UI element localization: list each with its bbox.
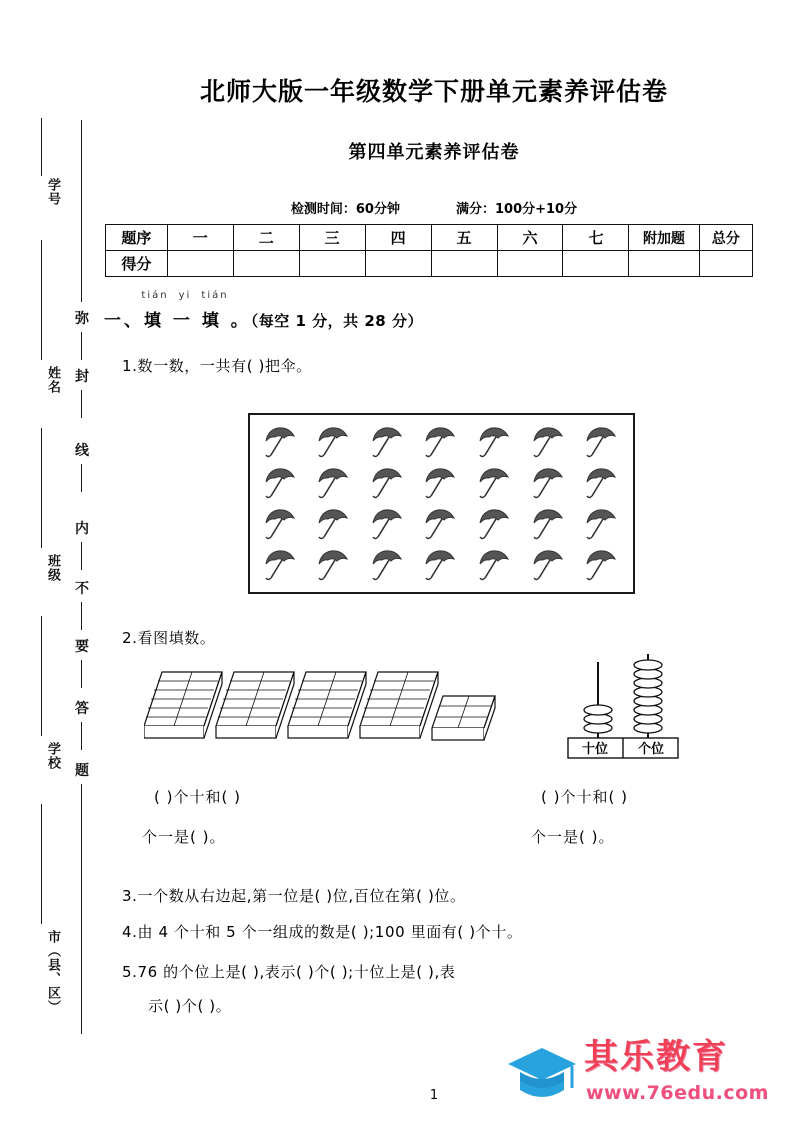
question-1-text: 1.数一数，一共有( )把伞。 — [122, 357, 312, 375]
score-table-col-6: 六 — [497, 225, 563, 251]
exam-meta — [96, 198, 772, 217]
umbrella-icon — [468, 421, 522, 462]
score-cell-1[interactable] — [167, 251, 233, 277]
q2-fill-right-line2: 个一是( )。 — [531, 828, 615, 846]
abacus-label-ones: 个位 — [637, 742, 665, 757]
umbrella-icon — [254, 545, 308, 586]
margin-label-name: 姓名 — [45, 366, 60, 394]
seal-char-4: 内 — [75, 521, 89, 537]
score-table-row-label-order: 题序 — [106, 225, 168, 251]
brand-logo — [506, 1038, 778, 1116]
umbrella-icon — [254, 504, 308, 545]
score-table-col-total: 总分 — [699, 225, 752, 251]
abacus-label-tens: 十位 — [581, 742, 609, 757]
base-ten-blocks-illustration — [144, 662, 504, 768]
score-table-col-2: 二 — [233, 225, 299, 251]
seal-rule-9 — [81, 784, 82, 1034]
umbrella-icon — [575, 421, 629, 462]
score-table-col-extra: 附加题 — [629, 225, 699, 251]
page-number: 1 — [429, 1088, 439, 1103]
score-cell-5[interactable] — [431, 251, 497, 277]
seal-rule-7 — [81, 660, 82, 688]
umbrella-icon — [361, 545, 415, 586]
umbrella-icon — [308, 421, 362, 462]
score-table-col-7: 七 — [563, 225, 629, 251]
page-title: 北师大版一年级数学下册单元素养评估卷 — [199, 77, 668, 106]
umbrella-icon — [575, 504, 629, 545]
section-title-row — [104, 306, 423, 331]
score-cell-extra[interactable] — [629, 251, 699, 277]
margin-label-city-district: 市（县、区） — [45, 930, 60, 1014]
score-cell-7[interactable] — [563, 251, 629, 277]
seal-char-3: 线 — [75, 443, 89, 459]
question-4-text: 4.由 4 个十和 5 个一组成的数是( );100 里面有( )个十。 — [122, 923, 523, 941]
umbrella-icon — [415, 462, 469, 503]
score-cell-3[interactable] — [299, 251, 365, 277]
section-label: 填 一 填 。 — [144, 311, 251, 331]
q2-fill-left-line2: 个一是( )。 — [142, 828, 226, 846]
margin-label-class: 班级 — [45, 554, 60, 582]
umbrella-icon — [575, 462, 629, 503]
question-5-text-line1: 5.76 的个位上是( ),表示( )个( );十位上是( ),表 — [122, 963, 456, 981]
margin-rule-5 — [41, 804, 42, 924]
score-cell-2[interactable] — [233, 251, 299, 277]
exam-duration: 检测时间：60分钟 — [290, 202, 400, 217]
margin-outer-column — [22, 0, 62, 1121]
umbrella-icon — [468, 545, 522, 586]
umbrella-icon — [254, 462, 308, 503]
seal-char-6: 要 — [75, 639, 89, 655]
exam-sheet — [96, 0, 772, 1121]
umbrella-icon — [308, 462, 362, 503]
section-pinyin — [140, 290, 230, 301]
umbrella-icon — [522, 504, 576, 545]
umbrella-icon — [575, 545, 629, 586]
table-row-header — [106, 225, 753, 251]
margin-rule-3 — [41, 428, 42, 548]
seal-rule-1 — [81, 120, 82, 302]
score-cell-4[interactable] — [365, 251, 431, 277]
graduation-cap-icon — [506, 1044, 578, 1110]
section-points: （每空 1 分，共 28 分） — [250, 312, 423, 330]
q2-fill-left-line1: ( )个十和( ) — [154, 788, 241, 806]
seal-rule-4 — [81, 464, 82, 492]
umbrella-icon — [254, 421, 308, 462]
abacus-illustration — [556, 650, 716, 770]
umbrella-illustration-box — [248, 413, 635, 594]
seal-char-8: 题 — [75, 763, 89, 779]
margin-label-student-id: 学号 — [45, 178, 60, 206]
pinyin-syllable-3: tián — [201, 290, 229, 301]
umbrella-icon — [415, 421, 469, 462]
score-table-row-label-score: 得分 — [106, 251, 168, 277]
score-table-col-5: 五 — [431, 225, 497, 251]
exam-full-score: 满分：100分+10分 — [455, 202, 578, 217]
umbrella-grid — [250, 415, 633, 592]
seal-rule-5 — [81, 542, 82, 570]
umbrella-icon — [361, 462, 415, 503]
brand-name: 其乐教育 — [584, 1037, 728, 1077]
pinyin-syllable-2: yi — [178, 290, 192, 301]
umbrella-icon — [308, 504, 362, 545]
margin-rule-4 — [41, 616, 42, 736]
seal-char-5: 不 — [75, 581, 89, 597]
umbrella-icon — [361, 421, 415, 462]
umbrella-icon — [308, 545, 362, 586]
seal-char-1: 弥 — [75, 311, 89, 327]
seal-rule-6 — [81, 602, 82, 630]
q2-fill-right-line1: ( )个十和( ) — [541, 788, 628, 806]
seal-char-7: 答 — [75, 701, 89, 717]
seal-rule-3 — [81, 390, 82, 418]
umbrella-icon — [468, 504, 522, 545]
question-3-text: 3.一个数从右边起,第一位是( )位,百位在第( )位。 — [122, 887, 466, 905]
question-5-text-line2: 示( )个( )。 — [148, 997, 232, 1015]
umbrella-icon — [415, 504, 469, 545]
page-subtitle: 第四单元素养评估卷 — [348, 142, 520, 163]
seal-char-2: 封 — [75, 369, 89, 385]
score-cell-total[interactable] — [699, 251, 752, 277]
umbrella-icon — [468, 462, 522, 503]
score-cell-6[interactable] — [497, 251, 563, 277]
seal-rule-8 — [81, 722, 82, 750]
score-table-col-4: 四 — [365, 225, 431, 251]
score-table — [105, 224, 753, 277]
score-table-col-1: 一 — [167, 225, 233, 251]
table-row-scores — [106, 251, 753, 277]
pinyin-syllable-1: tián — [141, 290, 169, 301]
question-2-text: 2.看图填数。 — [122, 629, 216, 647]
margin-label-school: 学校 — [45, 742, 60, 770]
umbrella-icon — [415, 545, 469, 586]
umbrella-icon — [522, 462, 576, 503]
umbrella-icon — [361, 504, 415, 545]
brand-url: www.76edu.com — [586, 1082, 769, 1104]
section-number: 一、 — [104, 311, 144, 331]
umbrella-icon — [522, 545, 576, 586]
margin-rule-1 — [41, 118, 42, 176]
score-table-col-3: 三 — [299, 225, 365, 251]
umbrella-icon — [522, 421, 576, 462]
margin-rule-2 — [41, 240, 42, 360]
seal-rule-2 — [81, 332, 82, 360]
